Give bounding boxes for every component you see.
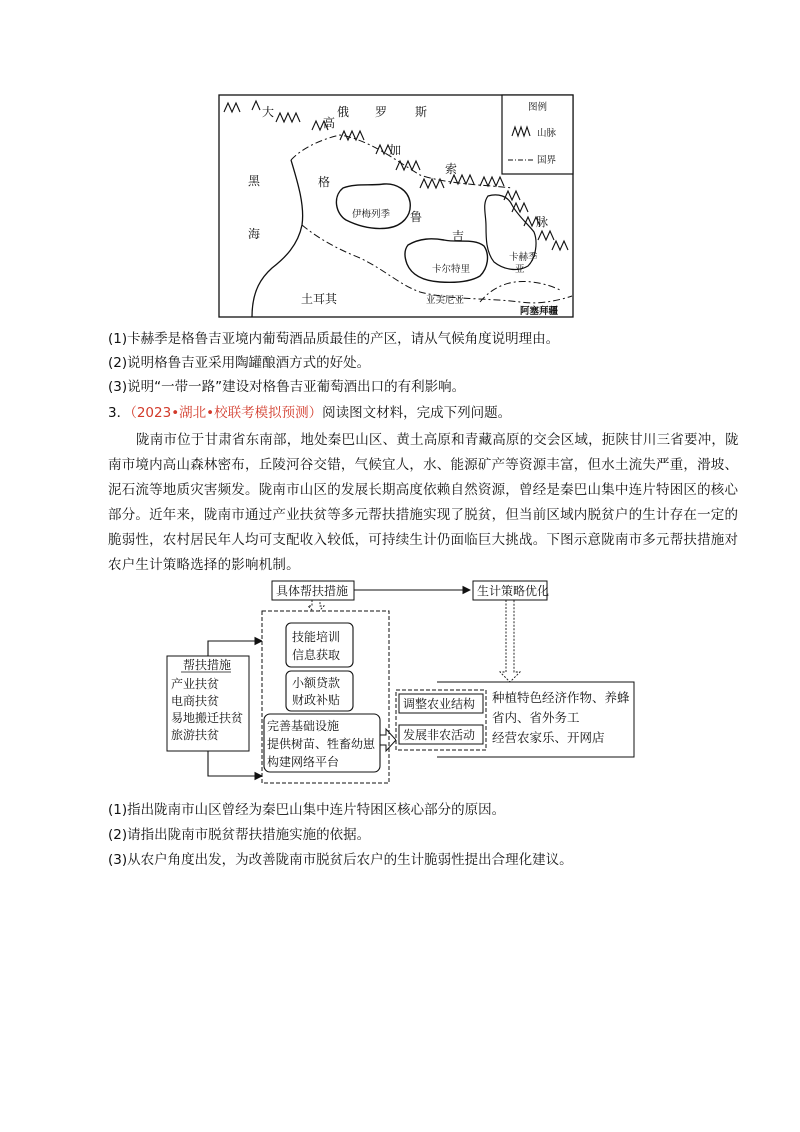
map-label-hei: 黑 [248, 174, 261, 188]
result-line: 经营农家乐、开网店 [492, 730, 605, 745]
question-a-3: (3)说明“一带一路”建设对格鲁吉亚葡萄酒出口的有利影响。 [108, 379, 466, 395]
result-line: 省内、省外务工 [492, 710, 580, 725]
box2-line: 财政补贴 [292, 693, 341, 707]
map-label-ge: 格 [318, 175, 331, 189]
map-label-hai: 海 [248, 227, 261, 241]
georgia-map [0, 0, 800, 330]
develop-nonagri-box: 发展非农活动 [403, 728, 476, 742]
map-label-russia-3: 斯 [415, 105, 428, 119]
map-label-gao: 高 [323, 116, 336, 130]
map-label-kakheti-1: 卡赫季 [509, 252, 538, 263]
legend-mountain-label: 山脉 [537, 128, 557, 139]
map-label-kartli: 卡尔特里 [432, 264, 471, 275]
question-b-1: (1)指出陇南市山区曾经为秦巴山集中连片特困区核心部分的原因。 [108, 802, 506, 818]
material-line: 南市境内高山森林密布，丘陵河谷交错，气候宜人，水、能源矿产等资源丰富，但水土流失严重，滑坡、 [108, 457, 739, 473]
material-line: 农户生计策略选择的影响机制。 [108, 557, 300, 573]
map-label-turkey: 土耳其 [301, 292, 338, 306]
problem-source: （2023•湖北•校联考模拟预测） [130, 405, 323, 421]
strategy-optimization-box: 生计策略优化 [477, 584, 550, 598]
help-item: 旅游扶贫 [171, 728, 220, 742]
box2-line: 小额贷款 [292, 676, 341, 690]
map-label-mai: 脉 [536, 215, 549, 229]
box3-line: 提供树苗、牲畜幼崽 [267, 737, 376, 751]
legend-title: 图例 [528, 102, 548, 113]
material-line: 陇南市位于甘肃省东南部，地处秦巴山区、黄土高原和青藏高原的交会区域，扼陕甘川三省要冲，陇 [136, 432, 739, 448]
help-measures-title: 帮扶措施 [183, 658, 232, 672]
box3-line: 构建网络平台 [267, 755, 340, 769]
box1-line: 技能培训 [292, 630, 341, 644]
problem-instruction: 阅读图文材料，完成下列问题。 [322, 405, 512, 421]
map-label-imereti: 伊梅列季 [352, 209, 391, 220]
box3-line: 完善基础设施 [267, 719, 340, 733]
material-line: 泥石流等地质灾害频发。陇南市山区的发展长期高度依赖自然资源，曾经是秦巴山集中连片特困区的核心 [108, 482, 739, 498]
flowchart [0, 570, 800, 790]
help-item: 电商扶贫 [171, 694, 220, 708]
question-b-3: (3)从农户角度出发，为改善陇南市脱贫后农户的生计脆弱性提出合理化建议。 [108, 852, 573, 868]
problem-3-material [108, 428, 739, 578]
map-label-da: 大 [262, 105, 275, 119]
map-label-azerbaijan: 阿塞拜疆 [520, 306, 559, 317]
specific-measures-box: 具体帮扶措施 [276, 584, 349, 598]
adjust-agriculture-box: 调整农业结构 [403, 697, 476, 711]
legend-border-label: 国界 [537, 155, 557, 166]
problem-number: 3． [108, 405, 131, 421]
map-label-armenia: 亚美尼亚 [426, 295, 465, 306]
result-line: 种植特色经济作物、养蜂 [492, 690, 630, 705]
map-label-ji: 吉 [452, 229, 465, 243]
map-label-kakheti-2: 亚 [515, 264, 525, 275]
map-label-russia-2: 罗 [375, 105, 388, 119]
help-item: 产业扶贫 [171, 677, 220, 691]
map-label-russia-1: 俄 [337, 105, 350, 119]
problem-3-header [108, 403, 511, 423]
box1-line: 信息获取 [292, 648, 341, 662]
question-b-2: (2)请指出陇南市脱贫帮扶措施实施的依据。 [108, 827, 371, 843]
help-item: 易地搬迁扶贫 [171, 711, 244, 725]
question-a-1: (1)卡赫季是格鲁吉亚境内葡萄酒品质最佳的产区，请从气候角度说明理由。 [108, 331, 560, 347]
map-label-jia: 加 [389, 143, 402, 157]
map-label-lu: 鲁 [410, 210, 423, 224]
material-line: 脆弱性，农村居民年人均可支配收入较低，可持续生计仍面临巨大挑战。下图示意陇南市多元帮扶措施对 [108, 532, 739, 548]
map-label-suo: 索 [445, 162, 458, 176]
material-line: 部分。近年来，陇南市通过产业扶贫等多元帮扶措施实现了脱贫，但当前区域内脱贫户的生计存在一定的 [108, 507, 739, 523]
question-a-2: (2)说明格鲁吉亚采用陶罐酿酒方式的好处。 [108, 355, 371, 371]
